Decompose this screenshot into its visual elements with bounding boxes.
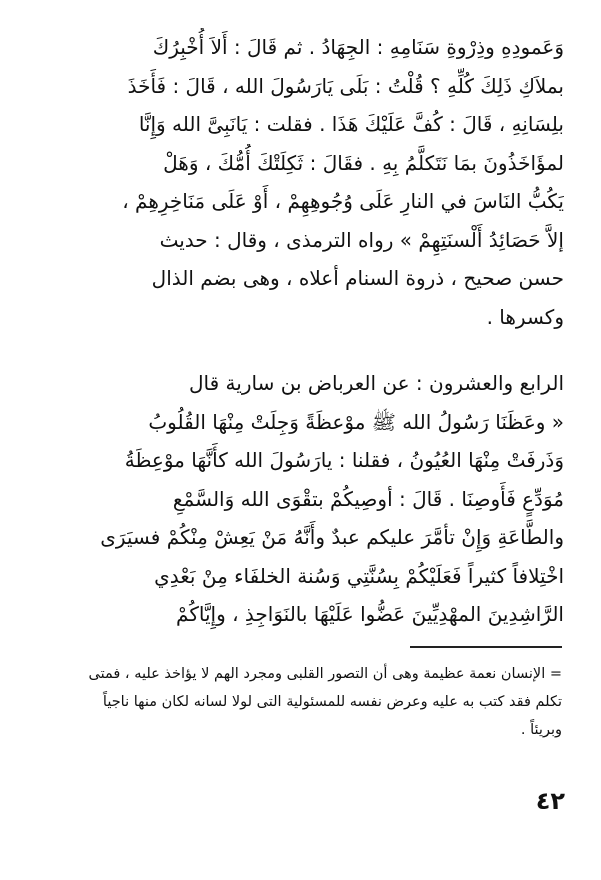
text-line: والطَّاعَةِ وَإِنْ تأمَّرَ عليكم عبدٌ وأَنَّهُ مَنْ يَعِشْ مِنْكُمْ فسيَرَى bbox=[100, 525, 564, 549]
text-line: الرَّاشِدِينَ المهْدِيِّينَ عَضُّوا عَلَيْهَا بالنَوَاجِذِ ، وإِيَّاكُمْ bbox=[176, 602, 564, 626]
footnote-line: = الإنسان نعمة عظيمة وهى أن التصور القلبى ومجرد الهم لا يؤاخذ عليه ، فمتى bbox=[88, 666, 562, 682]
text-line: مُوَدِّعٍ فَأَوصِنَا . قَالَ : أوصِيكُمْ بتقْوَى الله وَالسَّمْعِ bbox=[172, 486, 564, 511]
page-number: ٤٢ bbox=[535, 787, 565, 815]
text-line: وَذَرفَتْ مِنْهَا العُيُونُ ، فقلنا : يارَسُولَ الله كأَنَّهَا موْعِظَةُ bbox=[124, 448, 564, 472]
footnote-line: وبريئاً . bbox=[520, 722, 562, 738]
text-line: وَعَمودِهِ وذِرْوةِ سَنَامِهِ : الجِهَادُ . ثم قَالَ : أَلاَ أُخْبِرُكَ bbox=[152, 35, 564, 59]
text-line: لمؤَاخَذُونَ بمَا نَتَكلَّمُ بِهِ . فقَالَ : ثَكِلَتْكَ أُمُّكَ ، وَهَلْ bbox=[163, 150, 564, 175]
hadith-heading-line: الرابع والعشرون : عن العرباض بن سارية قال bbox=[189, 371, 564, 395]
main-paragraph-1 bbox=[36, 28, 564, 336]
text-line: وكسرها . bbox=[486, 304, 564, 329]
text-line: يَكُبُّ النَاسَ في النارِ عَلَى وُجُوهِهِمْ ، أَوْ عَلَى مَنَاخِرِهِمْ ، bbox=[122, 189, 564, 213]
footnote-line: تكلم فقد كتب به عليه وعرض نفسه للمسئولية التى لولا لسانه لكان منها ناجياً bbox=[102, 694, 562, 710]
footnote-separator bbox=[410, 646, 562, 648]
main-paragraph-2 bbox=[36, 364, 564, 634]
text-line: بملاَكِ ذَلِكَ كُلِّهِ ؟ قُلْتُ : بَلَى يَارَسُولَ الله ، قَالَ : فَأَخَذَ bbox=[127, 73, 564, 98]
text-line: « وعَظَنَا رَسُولُ الله ﷺ موْعظَةً وَجِلَتْ مِنْهَا القُلُوبُ bbox=[148, 409, 564, 434]
text-line: إلاَّ حَصَائِدُ أَلْسنَتِهِمْ » رواه الترمذى ، وقال : حديث bbox=[159, 227, 564, 252]
text-line: حسن صحيح ، ذروة السنام أعلاه ، وهى بضم الذال bbox=[151, 266, 564, 290]
text-line: بلِسَانِهِ ، قَالَ : كُفَّ عَلَيْكَ هَذَا . فقلت : يَانَبِىَّ الله وَإِنَّا bbox=[138, 112, 564, 136]
footnote bbox=[50, 660, 562, 744]
text-line: اخْتِلافاً كثيراً فَعَلَيْكُمْ بِسُنَّتِي وَسُنة الخلفَاء مِنْ بَعْدِي bbox=[154, 563, 564, 588]
